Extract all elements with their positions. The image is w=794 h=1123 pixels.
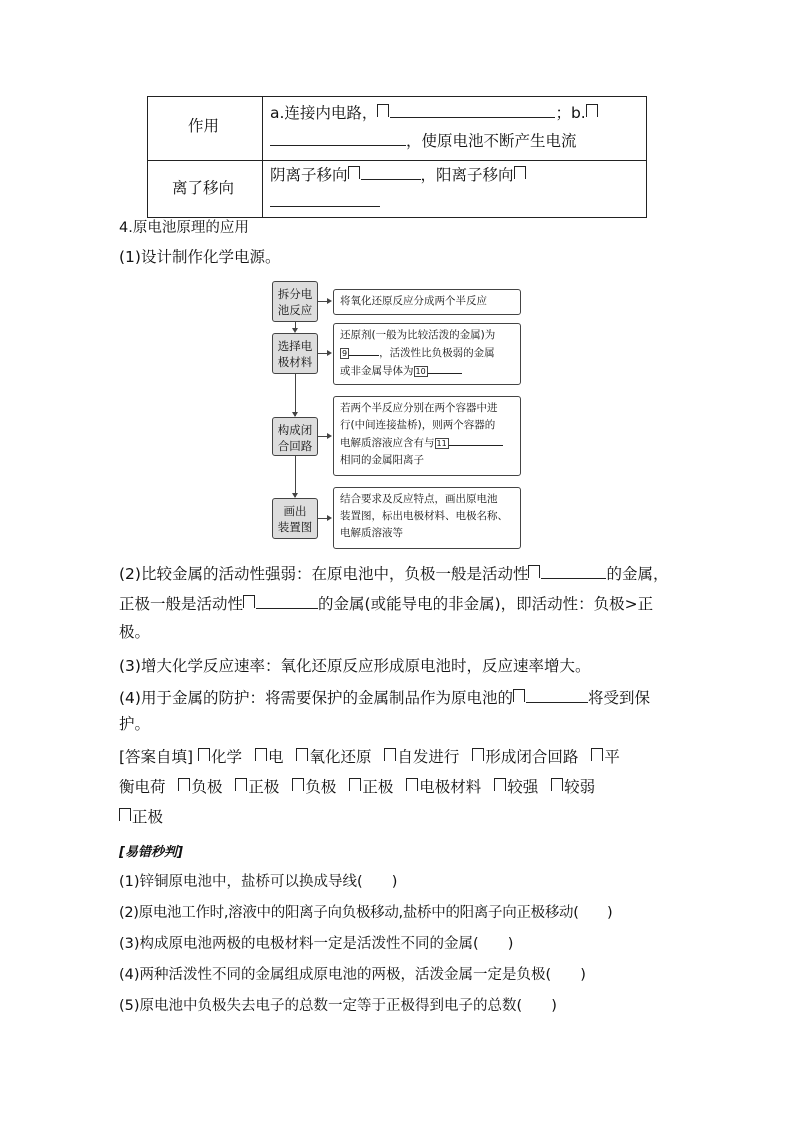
answer-blank[interactable] [390, 102, 555, 118]
desc-text: ，活泼性比负极弱的金属 [379, 347, 495, 359]
answer-blank[interactable] [361, 164, 421, 180]
answer-blank[interactable] [270, 130, 406, 146]
text: 的金属， [606, 565, 669, 583]
answers-line2 [119, 778, 595, 797]
answer: 负极 [305, 778, 337, 796]
judge-q1: (1)锌铜原电池中，盐桥可以换成导线( ) [119, 874, 398, 890]
text: ；b. [555, 104, 586, 122]
answer: 形成闭合回路 [485, 748, 579, 766]
flow-desc-electrode [333, 323, 521, 385]
text: (2)比较金属的活动性强弱：在原电池中，负极一般是活动性 [119, 565, 529, 583]
text: 将受到保 [587, 689, 650, 707]
arrow-right [327, 350, 332, 356]
answer-blank[interactable] [349, 344, 379, 356]
flow-step-split [272, 281, 318, 322]
blank-marker [494, 778, 506, 791]
step-label: 池反应 [277, 303, 313, 317]
answer: 正极 [362, 778, 394, 796]
flow-desc-circuit [333, 396, 521, 476]
blank-marker [296, 748, 308, 761]
para-protect-line2: 护。 [119, 715, 151, 733]
answer: 正极 [132, 808, 164, 826]
answer: 负极 [191, 778, 223, 796]
flow-desc-draw [333, 487, 521, 549]
answer: 化学 [211, 748, 243, 766]
para-compare-line2 [119, 593, 653, 614]
blank-marker [243, 595, 255, 608]
blank-marker [591, 748, 603, 761]
answers-line1 [119, 748, 620, 767]
item-design-power: (1)设计制作化学电源。 [119, 248, 281, 266]
blank-marker [551, 778, 563, 791]
answer: 衡电荷 [119, 778, 166, 796]
blank-marker [472, 748, 484, 761]
answer: 较强 [507, 778, 539, 796]
desc-text: 行(中间连接盐桥)，则两个容器的 [340, 419, 496, 431]
text: 的金属(或能导电的非金属)，即活动性：负极>正 [318, 595, 654, 613]
para-rate: (3)增大化学反应速率：氧化还原反应形成原电池时，反应速率增大。 [119, 657, 591, 675]
row-function-line2 [270, 130, 577, 151]
text: 正极一般是活动性 [119, 595, 244, 613]
blank-marker [348, 166, 360, 179]
step-label: 极材料 [277, 355, 313, 369]
blank-number: 10 [415, 366, 426, 376]
answer-blank[interactable] [541, 563, 606, 579]
blank-marker [384, 748, 396, 761]
desc-text: 将氧化还原反应分成两个半反应 [340, 295, 487, 307]
blank-marker [377, 104, 389, 117]
blank-marker [292, 778, 304, 791]
text: a.连接内电路， [270, 104, 378, 122]
arrow-right [327, 515, 332, 521]
blank-marker [349, 778, 361, 791]
answer-blank[interactable] [449, 434, 503, 446]
step-label: 构成闭 [277, 423, 313, 437]
connector [295, 374, 296, 416]
step-label: 合回路 [277, 439, 313, 453]
answer-blank[interactable] [270, 206, 380, 207]
desc-line [340, 362, 514, 380]
desc-line [340, 434, 514, 452]
desc-text: 还原剂(一般为比较活泼的金属)为 [340, 329, 496, 341]
answers-label: [答案自填] [119, 748, 194, 766]
step-label: 拆分电 [277, 287, 313, 301]
answer: 平 [604, 748, 620, 766]
blank-marker [119, 808, 131, 821]
text: ，阳离子移向 [420, 166, 514, 184]
para-compare-line3: 极。 [119, 623, 151, 641]
answer-blank[interactable] [428, 362, 462, 374]
flow-desc-split [333, 289, 521, 315]
blank-marker [514, 166, 526, 179]
desc-text: 电解质溶液等 [340, 527, 403, 539]
blank-marker [528, 565, 540, 578]
answer: 较弱 [564, 778, 596, 796]
blank-marker [235, 778, 247, 791]
blank-marker [513, 689, 525, 702]
property-table [147, 96, 647, 218]
blank-number: 9 [342, 348, 348, 358]
desc-text: 电解质溶液应含有与 [340, 437, 435, 449]
step-label: 选择电 [277, 339, 313, 353]
text: 阴离子移向 [270, 166, 348, 184]
arrow-right [327, 433, 332, 439]
judge-q4: (4)两种活泼性不同的金属组成原电池的两极，活泼金属一定是负极( ) [119, 967, 586, 983]
desc-text: 结合要求及反应特点，画出原电池 [340, 493, 498, 505]
arrow-right [327, 298, 332, 304]
judge-title: [易错秒判] [119, 845, 183, 860]
blank-marker [586, 104, 598, 117]
row-header-ion-migration: 离了移向 [172, 179, 235, 197]
answer: 电 [268, 748, 284, 766]
blank-marker [198, 748, 210, 761]
text: (4)用于金属的防护：将需要保护的金属制品作为原电池的 [119, 689, 513, 707]
answer: 氧化还原 [309, 748, 372, 766]
judge-q5: (5)原电池中负极失去电子的总数一定等于正极得到电子的总数( ) [119, 998, 557, 1014]
para-protect-line1 [119, 687, 650, 708]
judge-q3: (3)构成原电池两极的电极材料一定是活泼性不同的金属( ) [119, 936, 514, 952]
step-label: 画出 [283, 504, 307, 518]
judge-q2: (2)原电池工作时,溶液中的阳离子向负极移动,盐桥中的阳离子向正极移动( ) [119, 905, 613, 921]
flow-step-draw [272, 498, 318, 539]
blank-marker [406, 778, 418, 791]
step-label: 装置图 [277, 520, 313, 534]
blank-marker [178, 778, 190, 791]
answer: 自发进行 [397, 748, 460, 766]
desc-line [340, 344, 514, 362]
answer: 正极 [248, 778, 280, 796]
desc-text: 若两个半反应分别在两个容器中进 [340, 402, 498, 414]
para-compare-line1 [119, 563, 668, 584]
blank-marker [255, 748, 267, 761]
row-header-function: 作用 [188, 117, 220, 135]
blank-number: 11 [436, 438, 447, 448]
table-row-ion-migration [148, 161, 646, 218]
answers-line3 [119, 808, 163, 827]
answer-blank[interactable] [256, 593, 318, 609]
flow-step-electrode [272, 333, 318, 374]
connector [295, 456, 296, 497]
desc-text: 相同的金属阳离子 [340, 454, 424, 466]
row-function-line1 [270, 102, 599, 123]
flow-step-circuit [272, 417, 318, 456]
desc-text: 或非金属导体为 [340, 365, 414, 377]
answer-blank[interactable] [526, 687, 588, 703]
answer: 电极材料 [419, 778, 482, 796]
section-title: 4.原电池原理的应用 [119, 220, 249, 236]
table-row-function [148, 97, 646, 161]
desc-text: 装置图，标出电极材料、电极名称、 [340, 510, 508, 522]
row-ion-line1 [270, 164, 527, 185]
text: ，使原电池不断产生电流 [406, 132, 577, 150]
